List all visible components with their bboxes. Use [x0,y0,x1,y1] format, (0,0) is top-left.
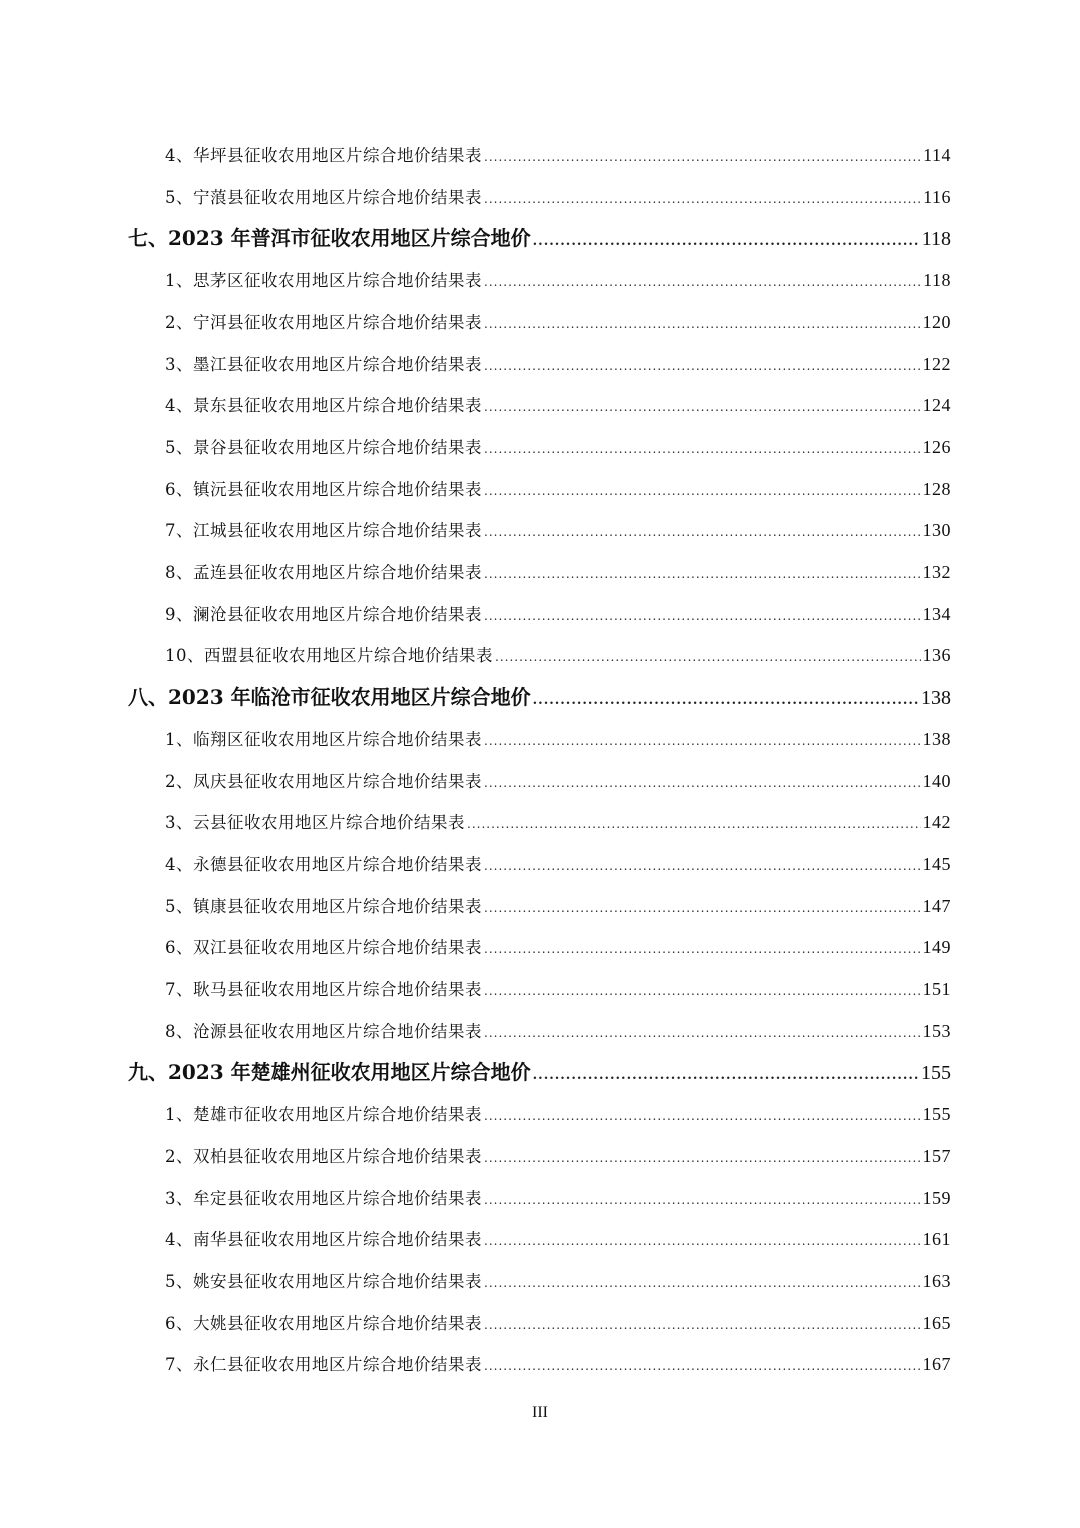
toc-entry[interactable] [165,469,951,509]
toc-dot-leader [533,1056,919,1096]
toc-entry-label: 10、西盟县征收农用地区片综合地价结果表 [165,646,493,666]
toc-entry-page: 128 [922,478,951,499]
toc-section-entry[interactable] [128,218,951,258]
toc-dot-leader [533,222,920,262]
toc-section-entry[interactable] [128,677,951,717]
toc-entry-page: 124 [922,395,951,416]
toc-entry-page: 159 [922,1187,951,1208]
toc-entry[interactable] [165,927,951,967]
toc-entry-page: 138 [921,687,951,710]
toc-dot-leader [484,554,921,594]
toc-entry[interactable] [165,385,951,425]
toc-entry[interactable] [165,1136,951,1176]
toc-entry[interactable] [165,1344,951,1384]
toc-entry-page: 138 [922,728,951,749]
toc-entry-label: 2、凤庆县征收农用地区片综合地价结果表 [165,771,482,791]
toc-dot-leader [484,1221,921,1261]
toc-entry-label: 3、墨江县征收农用地区片综合地价结果表 [165,354,482,374]
toc-entry[interactable] [165,969,951,1009]
toc-entry-label: 8、孟连县征收农用地区片综合地价结果表 [165,563,482,582]
toc-entry[interactable] [165,761,951,801]
toc-entry-page: 116 [923,186,951,207]
toc-dot-leader [484,721,921,761]
toc-dot-leader [484,512,921,552]
toc-entry-page: 134 [922,603,951,624]
toc-dot-leader [484,1346,921,1386]
toc-dot-leader [484,846,921,886]
toc-entry[interactable] [165,260,951,300]
toc-entry[interactable] [165,302,951,342]
toc-entry-label: 3、牟定县征收农用地区片综合地价结果表 [165,1188,482,1208]
toc-dot-leader [484,346,921,386]
toc-entry-label: 3、云县征收农用地区片综合地价结果表 [165,813,465,833]
toc-dot-leader [484,1138,921,1178]
toc-entry[interactable] [165,594,951,634]
toc-entry[interactable] [165,510,951,550]
toc-dot-leader [484,137,921,177]
toc-dot-leader [484,929,921,969]
toc-entry-page: 130 [922,520,951,541]
toc-entry-label: 5、镇康县征收农用地区片综合地价结果表 [165,896,482,916]
toc-entry-label: 1、楚雄市征收农用地区片综合地价结果表 [165,1105,482,1125]
toc-entry[interactable] [165,844,951,884]
toc-entry-page: 151 [922,979,951,999]
toc-entry-label: 5、姚安县征收农用地区片综合地价结果表 [165,1271,482,1291]
toc-entry-page: 114 [923,145,951,165]
toc-entry-page: 163 [922,1270,951,1291]
toc-entry-label: 6、双江县征收农用地区片综合地价结果表 [165,938,482,958]
toc-entry-label: 4、永德县征收农用地区片综合地价结果表 [165,854,482,874]
toc-dot-leader [484,387,921,427]
toc-entry-page: 149 [922,937,951,958]
toc-entry-label: 7、耿马县征收农用地区片综合地价结果表 [165,980,482,999]
toc-entry-label: 7、江城县征收农用地区片综合地价结果表 [165,521,482,541]
toc-entry-label: 1、临翔区征收农用地区片综合地价结果表 [165,729,482,749]
toc-entry-page: 157 [922,1145,951,1166]
toc-entry-label: 4、景东县征收农用地区片综合地价结果表 [165,396,482,416]
toc-entry-page: 140 [922,770,951,791]
toc-dot-leader [484,179,921,219]
toc-entry-label: 5、景谷县征收农用地区片综合地价结果表 [165,437,482,457]
toc-entry-page: 120 [922,311,951,332]
toc-entry-label: 1、思茅区征收农用地区片综合地价结果表 [165,271,482,291]
toc-entry-page: 118 [923,270,951,291]
toc-entry-page: 165 [922,1312,951,1333]
toc-entry[interactable] [165,135,951,175]
toc-entry[interactable] [165,1094,951,1134]
toc-dot-leader [484,1096,921,1136]
toc-dot-leader [484,429,921,469]
toc-entry-label: 2、宁洱县征收农用地区片综合地价结果表 [165,312,482,332]
toc-entry[interactable] [165,344,951,384]
toc-dot-leader [484,888,921,928]
toc-entry-label: 6、镇沅县征收农用地区片综合地价结果表 [165,479,482,499]
toc-dot-leader [484,262,921,302]
toc-entry[interactable] [165,1303,951,1343]
toc-entry[interactable] [165,635,951,675]
toc-dot-leader [484,304,921,344]
toc-entry-label: 6、大姚县征收农用地区片综合地价结果表 [165,1313,482,1333]
toc-entry-label: 4、华坪县征收农用地区片综合地价结果表 [165,146,482,165]
toc-entry-label: 九、2023 年楚雄州征收农用地区片综合地价 [128,1060,531,1085]
toc-dot-leader [484,971,921,1011]
toc-dot-leader [484,596,921,636]
toc-entry-page: 147 [922,895,951,916]
toc-entry[interactable] [165,802,951,842]
toc-entry[interactable] [165,427,951,467]
toc-entry-label: 4、南华县征收农用地区片综合地价结果表 [165,1230,482,1250]
toc-entry[interactable] [165,1219,951,1259]
toc-entry[interactable] [165,552,951,592]
toc-dot-leader [484,763,921,803]
toc-dot-leader [484,1305,921,1345]
toc-dot-leader [495,637,921,677]
toc-entry-page: 132 [922,562,951,582]
toc-entry-page: 161 [922,1229,951,1250]
toc-dot-leader [484,471,921,511]
toc-entry-page: 118 [921,228,951,251]
toc-entry-label: 5、宁蒗县征收农用地区片综合地价结果表 [165,187,482,207]
toc-entry-page: 153 [922,1020,951,1041]
toc-entry-page: 136 [922,645,951,666]
toc-entry-label: 八、2023 年临沧市征收农用地区片综合地价 [128,685,531,710]
page-number: III [532,1404,548,1421]
toc-entry-label: 8、沧源县征收农用地区片综合地价结果表 [165,1021,482,1041]
toc-entry[interactable] [165,177,951,217]
toc-entry[interactable] [165,1178,951,1218]
toc-entry-label: 7、永仁县征收农用地区片综合地价结果表 [165,1355,482,1375]
toc-entry-label: 2、双柏县征收农用地区片综合地价结果表 [165,1146,482,1166]
toc-entry-page: 155 [921,1062,951,1085]
toc-entry-page: 145 [922,853,951,874]
toc-section-entry[interactable] [128,1052,951,1092]
toc-entry-page: 142 [922,812,951,833]
toc-entry-page: 167 [922,1354,951,1375]
toc-entry[interactable] [165,886,951,926]
toc-entry[interactable] [165,1261,951,1301]
toc-entry-page: 122 [922,353,951,374]
toc-entry[interactable] [165,1011,951,1051]
toc-dot-leader [533,681,919,721]
toc-entry-page: 126 [922,436,951,457]
toc-dot-leader [484,1263,921,1303]
toc-entry-page: 155 [922,1104,951,1125]
toc-dot-leader [484,1180,921,1220]
toc-entry[interactable] [165,719,951,759]
toc-entry-label: 9、澜沧县征收农用地区片综合地价结果表 [165,604,482,624]
toc-dot-leader [484,1013,921,1053]
toc-entry-label: 七、2023 年普洱市征收农用地区片综合地价 [128,226,531,251]
toc-dot-leader [467,804,921,844]
